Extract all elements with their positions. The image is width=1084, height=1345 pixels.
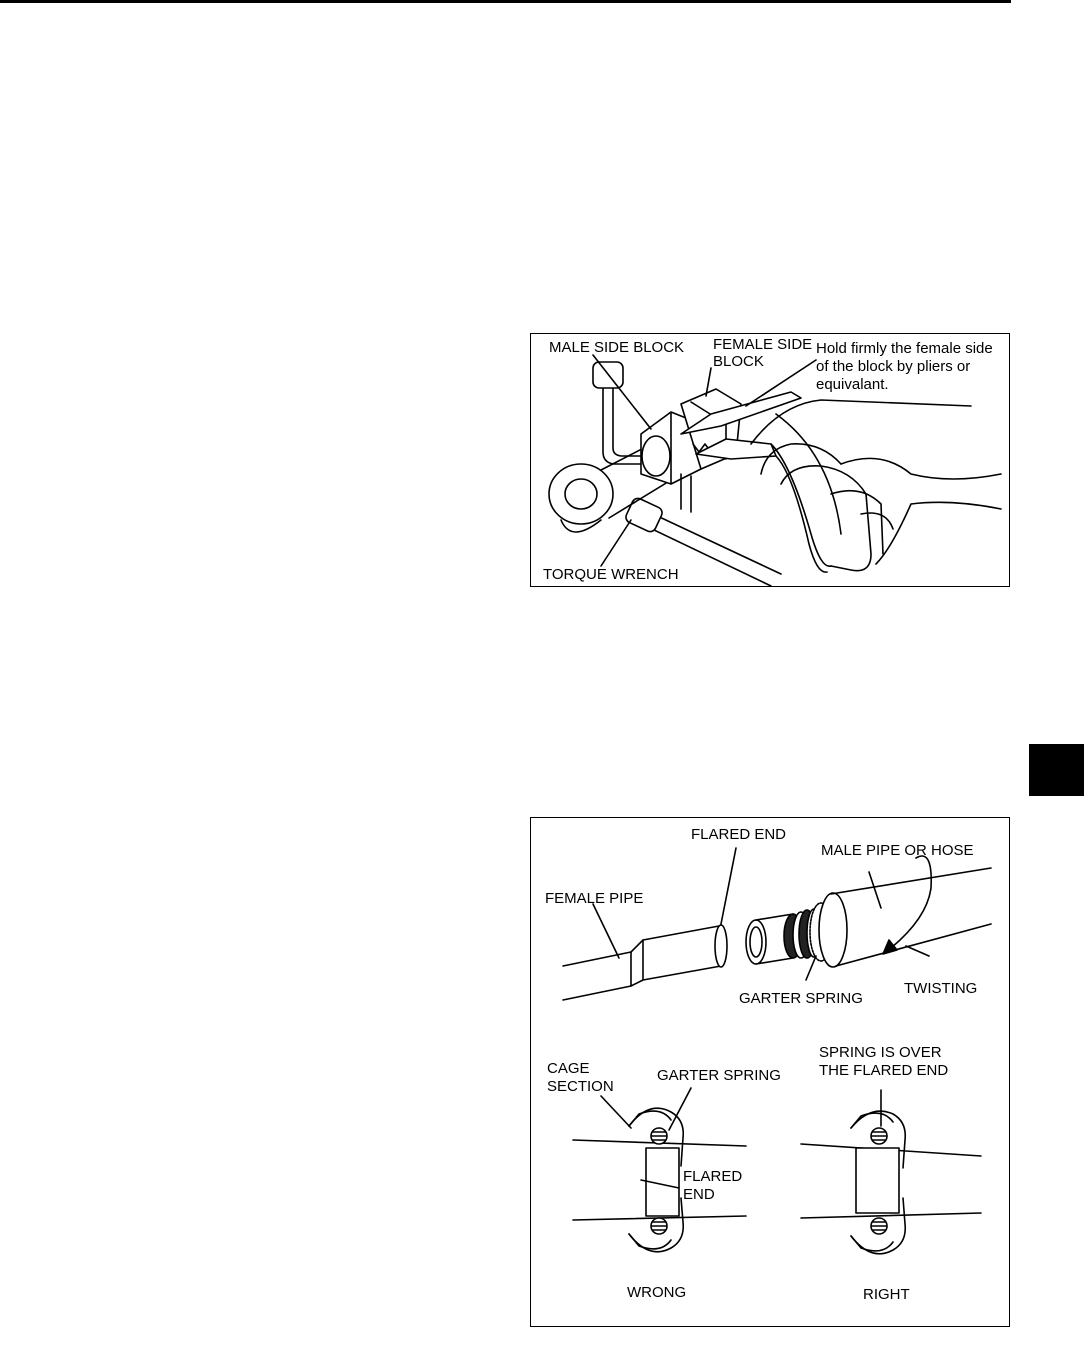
label-female-pipe: FEMALE PIPE xyxy=(545,890,644,907)
figure-pliers-torque-wrench xyxy=(530,333,1010,587)
label-note-2: of the block by pliers or xyxy=(816,358,971,375)
header-rule xyxy=(0,0,1011,3)
label-right: RIGHT xyxy=(863,1286,910,1303)
label-wrong: WRONG xyxy=(627,1284,687,1301)
label-cage-section-1: CAGE xyxy=(547,1060,590,1077)
label-female-side-block-2: BLOCK xyxy=(713,353,764,370)
label-flared-2: END xyxy=(683,1186,715,1203)
label-note-1: Hold firmly the female side xyxy=(816,340,993,357)
label-spring-over-2: THE FLARED END xyxy=(819,1062,949,1079)
label-garter-spring-2: GARTER SPRING xyxy=(657,1067,781,1084)
label-spring-over-1: SPRING IS OVER xyxy=(819,1044,942,1061)
label-male-side-block: MALE SIDE BLOCK xyxy=(549,339,685,356)
label-male-pipe-or-hose: MALE PIPE OR HOSE xyxy=(821,842,974,859)
label-flared-1: FLARED xyxy=(683,1168,743,1185)
figure-spring-lock-coupling xyxy=(530,817,1010,1327)
label-female-side-block-1: FEMALE SIDE xyxy=(713,336,813,353)
label-torque-wrench: TORQUE WRENCH xyxy=(543,566,679,583)
label-twisting: TWISTING xyxy=(904,980,978,997)
section-tab-marker xyxy=(1029,744,1084,796)
label-flared-end: FLARED END xyxy=(691,826,787,843)
label-cage-section-2: SECTION xyxy=(547,1078,614,1095)
label-garter-spring: GARTER SPRING xyxy=(739,990,863,1007)
label-note-3: equivalant. xyxy=(816,376,889,393)
